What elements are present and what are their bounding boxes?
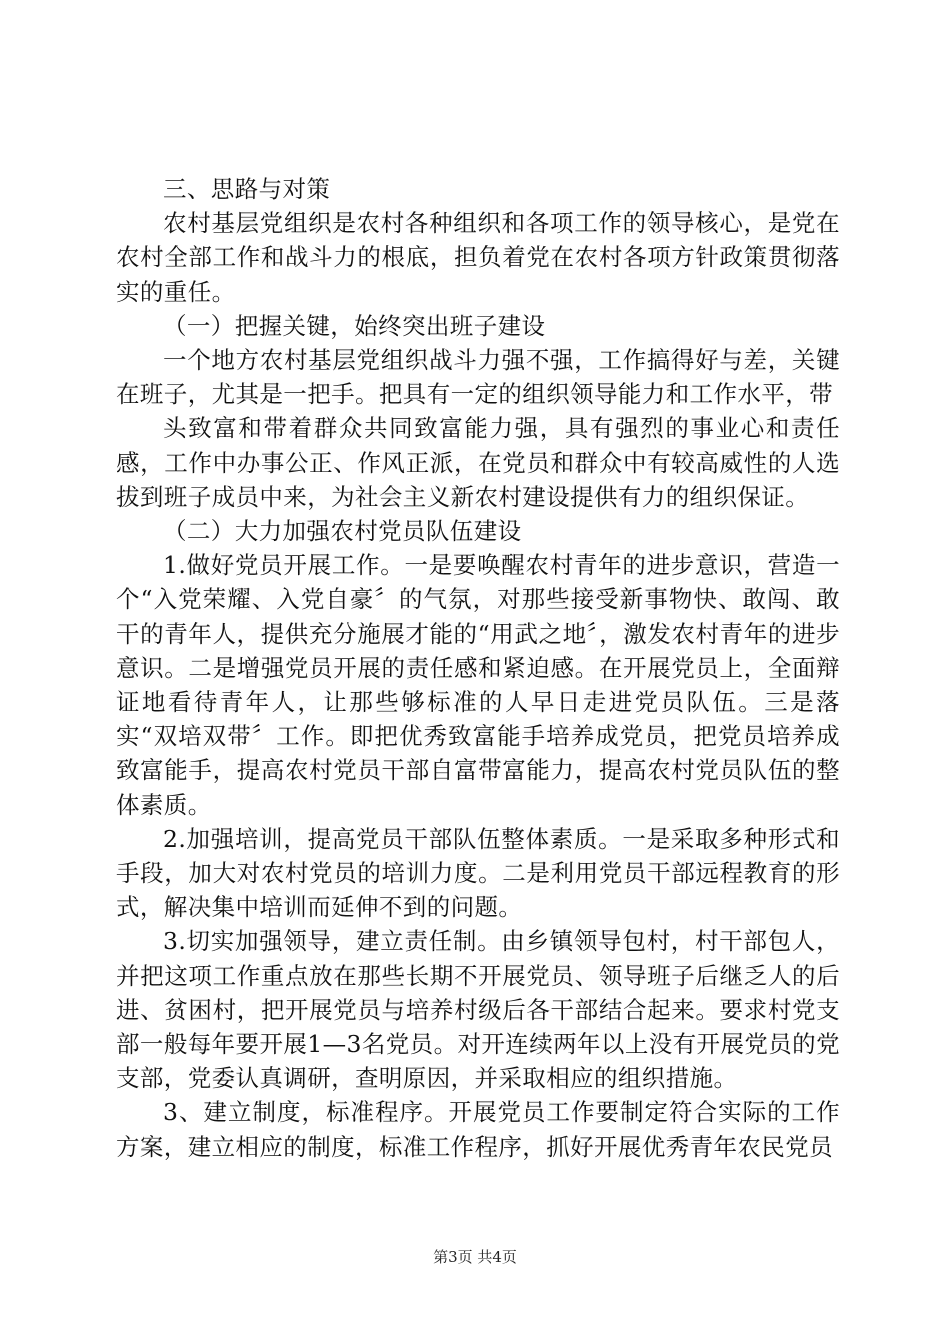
document-body [116,172,840,1164]
paragraph: 2.加强培训，提高党员干部队伍整体素质。一是采取多种形式和手段，加大对农村党员的培训力度。二是利用党员干部远程教育的形式，解决集中培训而延伸不到的问题。 [116,824,840,922]
subsection-heading: （一）把握关键，始终突出班子建设 [163,311,546,340]
paragraph: 农村基层党组织是农村各种组织和各项工作的领导核心，是党在农村全部工作和战斗力的根底，担负着党在农村各项方针政策贯彻落实的重任。 [116,209,840,306]
section-heading: 三、思路与对策 [163,175,331,203]
paragraph: 3.切实加强领导，建立责任制。由乡镇领导包村，村干部包人，并把这项工作重点放在那些长期不开展党员、领导班子后继乏人的后进、贫困村，把开展党员与培养村级后各干部结合起来。要求村党支部一般每年要开展1—3名党员。对开连续两年以上没有开展党员的党支部，党委认真调研，查明原因，并采取相应的组织措施。 [116,927,840,1093]
paragraph: 一个地方农村基层党组织战斗力强不强，工作搞得好与差，关键在班子，尤其是一把手。把具有一定的组织领导能力和工作水平，带 [116,346,840,409]
paragraph: 3、建立制度，标准程序。开展党员工作要制定符合实际的工作方案，建立相应的制度，标准工作程序，抓好开展优秀青年农民党员 [116,1098,840,1161]
subsection-heading: （二）大力加强农村党员队伍建设 [163,517,522,546]
paragraph: 头致富和带着群众共同致富能力强，具有强烈的事业心和责任感，工作中办事公正、作风正派，在党员和群众中有较高威性的人选拔到班子成员中来，为社会主义新农村建设提供有力的组织保证。 [116,414,840,511]
page-number-footer: 第3页 共4页 [433,1248,517,1266]
paragraph: 1.做好党员开展工作。一是要唤醒农村青年的进步意识，营造一个“入党荣耀、入党自豪〞的气氛，对那些接受新事物快、敢闯、敢干的青年人，提供充分施展才能的“用武之地〞，激发农村青年的进步意识。二是增强党员开展的责任感和紧迫感。在开展党员上，全面辩证地看待青年人，让那些够标准的人早日走进党员队伍。三是落实“双培双带〞工作。即把优秀致富能手培养成党员，把党员培养成致富能手，提高农村党员干部自富带富能力，提高农村党员队伍的整体素质。 [116,551,840,819]
